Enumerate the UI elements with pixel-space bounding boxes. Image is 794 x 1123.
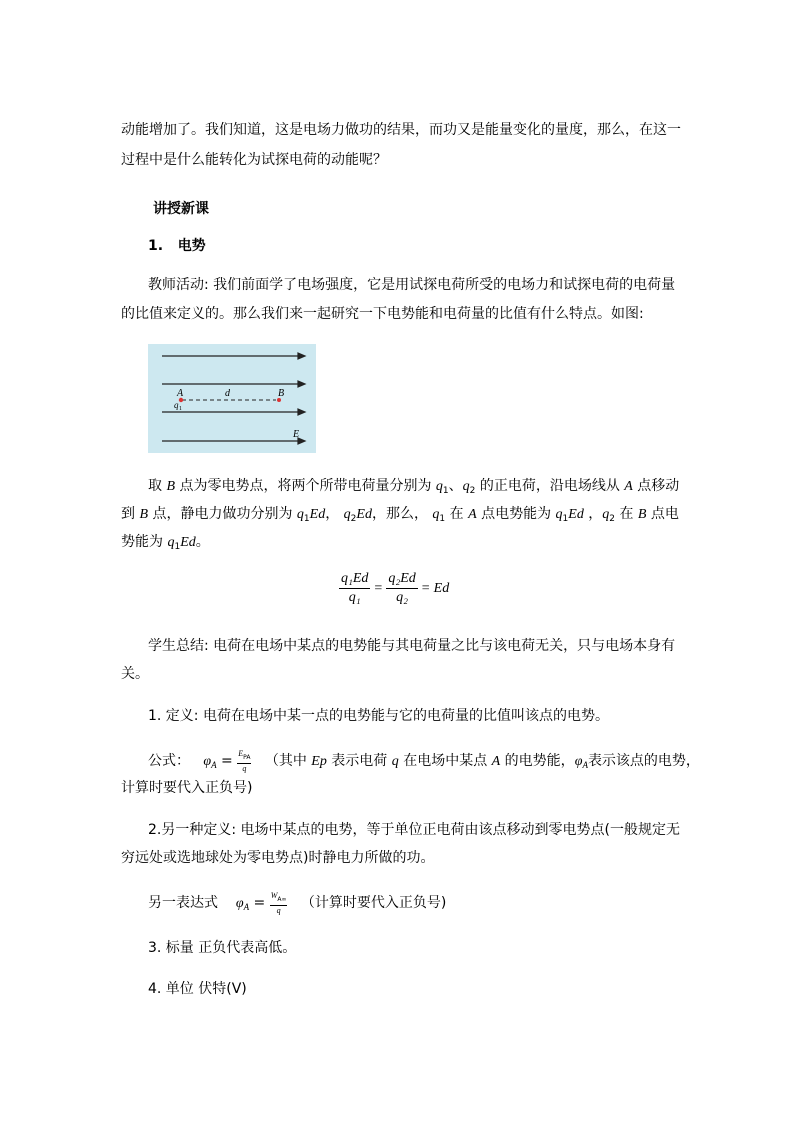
def2-line-2: 穷远处或选地球处为零电势点)时静电力所做的功。 — [121, 850, 435, 866]
field-diagram — [148, 344, 316, 453]
para-b-line-1: 取 B 点为零电势点，将两个所带电荷量分别为 $q_1$、$q_2$ 的正电荷，沿电场线从 A 点移动 — [148, 478, 680, 496]
label-a: A — [177, 388, 184, 399]
formula-1-line: 公式： $\varphi_A$ = $\frac{E_{PA}}{q}$ （其中 Ep 表示电荷 q 在电场中某点 A 的电势能，$\varphi_A$表示该点的电势， — [148, 748, 700, 773]
section-number: 1. — [148, 238, 164, 254]
formula-1-fraction: $\frac{E_{PA}}{q}$ — [238, 748, 251, 773]
label-q1-sub: 1 — [179, 406, 182, 412]
student-line-2: 关。 — [121, 666, 149, 682]
para-b-line-3: 势能为 $q_1Ed$。 — [121, 534, 210, 552]
intro-line-1: 动能增加了。我们知道，这是电场力做功的结果，而功又是能量变化的量度，那么，在这一 — [121, 122, 681, 138]
para-b-line-2: 到 B 点，静电力做功分别为 $q_1Ed$， $q_2Ed$，那么， $q_1$ 在 A 点电势能为 $q_1Ed$ ，$q_2$ 在 B 点电 — [121, 506, 679, 524]
section-title-text: 电势 — [177, 238, 206, 254]
definition: 1. 定义: 电荷在电场中某一点的电势能与它的电荷量的比值叫该点的电势。 — [148, 708, 609, 724]
student-line-1: 学生总结: 电荷在电场中某点的电势能与其电荷量之比与该电荷无关，只与电场本身有 — [148, 638, 676, 654]
label-b: B — [278, 388, 285, 399]
item-3: 3. 标量 正负代表高低。 — [148, 940, 297, 956]
electric-field-figure — [148, 344, 316, 453]
formula-2-line: 另一表达式 $\varphi_A$ = $\frac{W_{A\infty}}{q}$ （计算时要代入正负号) — [148, 890, 447, 915]
fraction-1: $\frac{\text{q₁Ed}}{\text{q₁}}$ — [341, 571, 369, 605]
label-d: d — [225, 388, 230, 399]
item-4: 4. 单位 伏特(V) — [148, 981, 247, 997]
label-e: E — [293, 429, 300, 440]
section-heading: 讲授新课 — [153, 201, 209, 217]
section-title — [148, 236, 206, 256]
formula-2-fraction: $\frac{W_{A\infty}}{q}$ — [270, 890, 287, 915]
teacher-line-2: 的比值来定义的。那么我们来一起研究一下电势能和电荷量的比值有什么特点。如图: — [121, 306, 644, 322]
teacher-line-1: 教师活动: 我们前面学了电场强度，它是用试探电荷所受的电场力和试探电荷的电荷量 — [148, 277, 676, 293]
intro-line-2: 过程中是什么能转化为试探电荷的动能呢？ — [121, 152, 387, 168]
label-q1: q — [174, 400, 179, 410]
formula-1-line-2: 计算时要代入正负号) — [121, 780, 253, 796]
def2-line-1: 2.另一种定义: 电场中某点的电势，等于单位正电荷由该点移动到零电势点(一般规定无 — [148, 822, 680, 838]
fraction-2: $\frac{\text{q₂Ed}}{\text{q₂}}$ — [388, 571, 416, 605]
potential-equation: $\frac{\text{q₁Ed}}{\text{q₁}}$ = $\frac{\text{q₂Ed}}{\text{q₂}}$ = Ed — [341, 571, 450, 605]
